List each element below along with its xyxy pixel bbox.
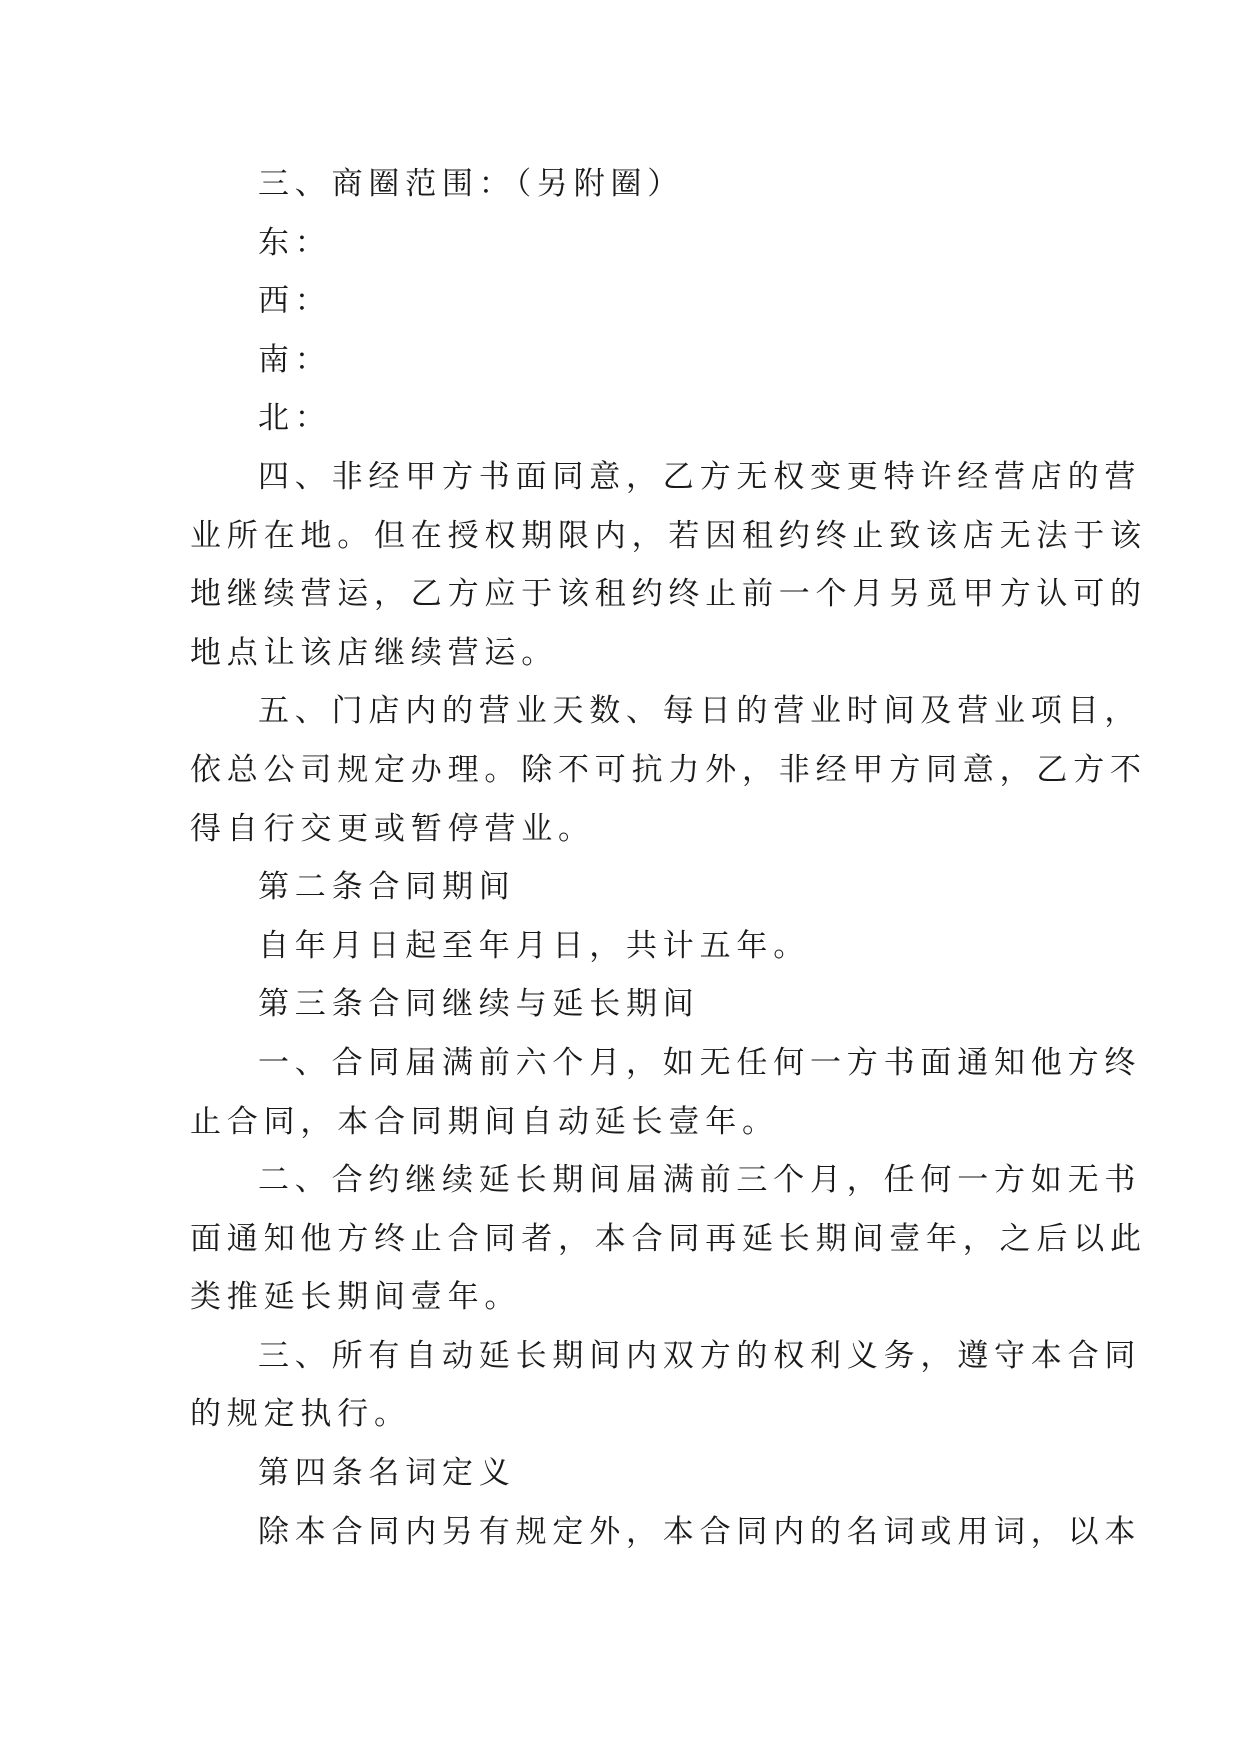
text-line: 地点让该店继续营运。 — [190, 634, 558, 671]
text-line: 五、门店内的营业天数、每日的营业时间及营业项目， — [258, 693, 1142, 730]
text-line: 业所在地。但在授权期限内，若因租约终止致该店无法于该 — [190, 517, 1147, 554]
text-line: 四、非经甲方书面同意，乙方无权变更特许经营店的营 — [258, 458, 1142, 495]
text-line: 二、合约继续延长期间届满前三个月，任何一方如无书 — [258, 1162, 1142, 1199]
text-line: 第三条合同继续与延长期间 — [258, 986, 700, 1023]
text-line: 一、合同届满前六个月，如无任何一方书面通知他方终 — [258, 1044, 1142, 1081]
text-line: 面通知他方终止合同者，本合同再延长期间壹年，之后以此 — [190, 1220, 1147, 1257]
text-line: 的规定执行。 — [190, 1396, 411, 1433]
text-line: 第二条合同期间 — [258, 869, 516, 906]
document-body — [190, 155, 1147, 1561]
text-line: 类推延长期间壹年。 — [190, 1279, 522, 1316]
text-line: 止合同，本合同期间自动延长壹年。 — [190, 1103, 779, 1140]
text-line: 南： — [258, 341, 332, 378]
text-line: 三、所有自动延长期间内双方的权利义务，遵守本合同 — [258, 1337, 1142, 1374]
text-line: 第四条名词定义 — [258, 1455, 516, 1492]
text-line: 西： — [258, 283, 332, 320]
text-line: 北： — [258, 400, 332, 437]
text-line: 三、商圈范围：（另附圈） — [258, 166, 685, 202]
text-line: 依总公司规定办理。除不可抗力外，非经甲方同意，乙方不 — [190, 751, 1147, 788]
text-line: 得自行交更或暂停营业。 — [190, 810, 595, 847]
text-line: 东： — [258, 224, 332, 261]
text-line: 除本合同内另有规定外，本合同内的名词或用词，以本 — [258, 1513, 1142, 1550]
text-line: 自年月日起至年月日，共计五年。 — [258, 927, 810, 964]
text-line: 地继续营运，乙方应于该租约终止前一个月另觅甲方认可的 — [190, 576, 1147, 613]
